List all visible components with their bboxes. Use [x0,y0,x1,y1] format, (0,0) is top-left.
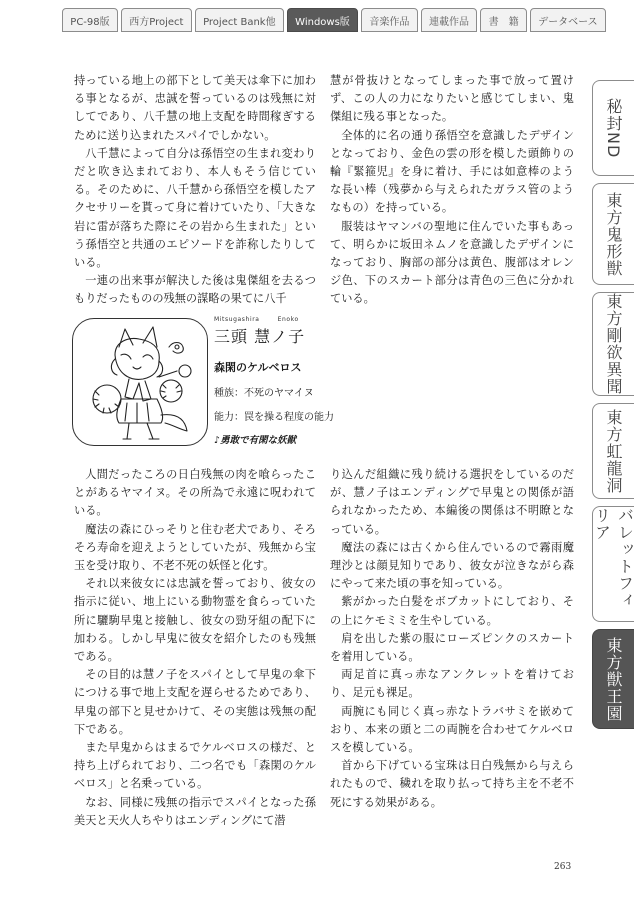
paragraph: 両腕にも同じく真っ赤なトラバサミを嵌めており、本来の頭と二の両腕を合わせてケルベロスを模している。 [330,704,574,755]
character-name-reading [214,316,376,324]
top-tab-0[interactable]: PC-98版 [62,8,118,32]
top-tab-bar [62,8,606,34]
character-title: 森閑のケルベロス [214,361,302,374]
paragraph: また早鬼からはまるでケルベロスの様だ、と持ち上げられており、二つ名でも「森閑のケルベロス」と名乗っている。 [74,741,316,791]
character-theme-song: ♪勇敢で有閑な妖獣 [214,435,297,446]
page-number: 263 [554,862,572,872]
side-tab-bar [592,80,634,736]
top-tab-6[interactable]: 書 籍 [480,8,527,32]
paragraph: 首から下げている宝珠は日白残無から与えられたもので、穢れを取り払って持ち主を不老不死にする効果がある。 [330,759,574,809]
side-tab-3[interactable]: 東方虹龍洞 [592,403,634,499]
paragraph: 服装はヤマンバの聖地に住んでいた事もあって、明らかに坂田ネムノを意識したデザインになっており、胸部の部分は黄色、腹部はオレンジ色、下のスカート部分は青色の三色に分かれている。 [330,219,574,306]
bottom-right-column [330,466,574,812]
paragraph: 慧が骨抜けとなってしまった事で放って置けず、この人の力になりたいと感じてしまい、鬼傑組に残る事となった。 [330,74,574,124]
character-info [214,316,376,446]
top-left-column [74,72,316,309]
character-ability: 能力：罠を操る程度の能力 [214,412,334,423]
side-tab-1[interactable]: 東方鬼形獣 [592,183,634,285]
reading-family: Mitsugashira [214,316,260,323]
top-tab-4[interactable]: 音楽作品 [361,8,418,32]
character-illustration [73,319,208,446]
paragraph: その目的は慧ノ子をスパイとして早鬼の傘下につける事で地上支配を遅らせるためであり、早鬼の部下と見せかけて、その実態は残無の配下である。 [74,668,316,736]
paragraph: り込んだ組織に残り続ける選択をしているのだが、慧ノ子はエンディングで早鬼との関係が語られなかったため、本編後の関係は不明瞭となっている。 [330,468,574,536]
paragraph: 魔法の森にひっそりと住む老犬であり、そろそろ寿命を迎えようとしていたが、残無から宝玉を受け取り、不老不死の妖怪と化す。 [74,522,316,573]
bottom-left-column [74,466,316,830]
side-tab-5[interactable]: 東方獣王園 [592,629,634,729]
paragraph: なお、同様に残無の指示でスパイとなった孫美天と天火人ちやりはエンディングにて潜 [74,795,316,827]
paragraph: 魔法の森には古くから住んでいるので霧雨魔理沙とは顔見知りであり、彼女が泣きながら森にやって来た頃の事を知っている。 [330,540,574,591]
paragraph: 肩を出した紫の服にローズピンクのスカートを着用している。 [330,631,574,664]
character-profile [72,316,376,448]
top-tab-2[interactable]: Project Bank他 [195,8,284,32]
paragraph: 一連の出来事が解決した後は鬼傑組を去るつもりだったものの残無の謀略の果てに八千 [74,274,316,306]
paragraph: 八千慧によって自分は孫悟空の生まれ変わりだと吹き込まれており、本人もそう信じている。そのために、八千慧から孫悟空を模したアクセサリーを貰って身に着けていたり、「大きな岩に雷が落ちた際にその岩から生まれた」という孫悟空と共通のエピソードを詐称したりしている。 [74,146,316,270]
side-tab-2[interactable]: 東方剛欲異聞 [592,292,634,396]
top-tab-7[interactable]: データベース [530,8,606,32]
paragraph: 両足首に真っ赤なアンクレットを着けており、足元も裸足。 [330,668,574,700]
top-tab-1[interactable]: 西方Project [121,8,192,32]
character-portrait [72,318,208,446]
side-tab-0[interactable]: 秘封ND [592,80,634,176]
reading-given: Enoko [277,316,299,323]
paragraph: 全体的に名の通り孫悟空を意識したデザインとなっており、金色の雲の形を模した頭飾りの輪『緊箍児』を身に着け、手には如意棒のような長い棒（残夢から与えられたガラス管のようなもの）を持っている。 [330,128,574,215]
paragraph: 持っている地上の部下として美天は傘下に加わる事となるが、忠誠を誓っているのは残無に対してであり、八千慧の地上支配を時間稼ぎするために送り込まれたスパイでしかない。 [74,74,316,142]
top-tab-3[interactable]: Windows版 [287,8,358,32]
character-race: 種族：不死のヤマイヌ [214,388,314,399]
paragraph: 人間だったころの日白残無の肉を喰らったことがあるヤマイヌ。その所為で永遠に呪われている。 [74,468,316,518]
paragraph: 紫がかった白髪をボブカットにしており、その上にケモミミを生やしている。 [330,595,574,627]
top-tab-5[interactable]: 連載作品 [421,8,478,32]
character-name: 三頭 慧ノ子 [214,327,306,346]
side-tab-4[interactable]: バレットフィリア [592,506,634,622]
top-right-column [330,72,574,309]
paragraph: それ以来彼女には忠誠を誓っており、彼女の指示に従い、地上にいる動物霊を食らっていた所に驪駒早鬼と接触し、彼女の勁牙組の配下に加わる。しかし早鬼に彼女を紹介したのも残無である。 [74,577,316,664]
